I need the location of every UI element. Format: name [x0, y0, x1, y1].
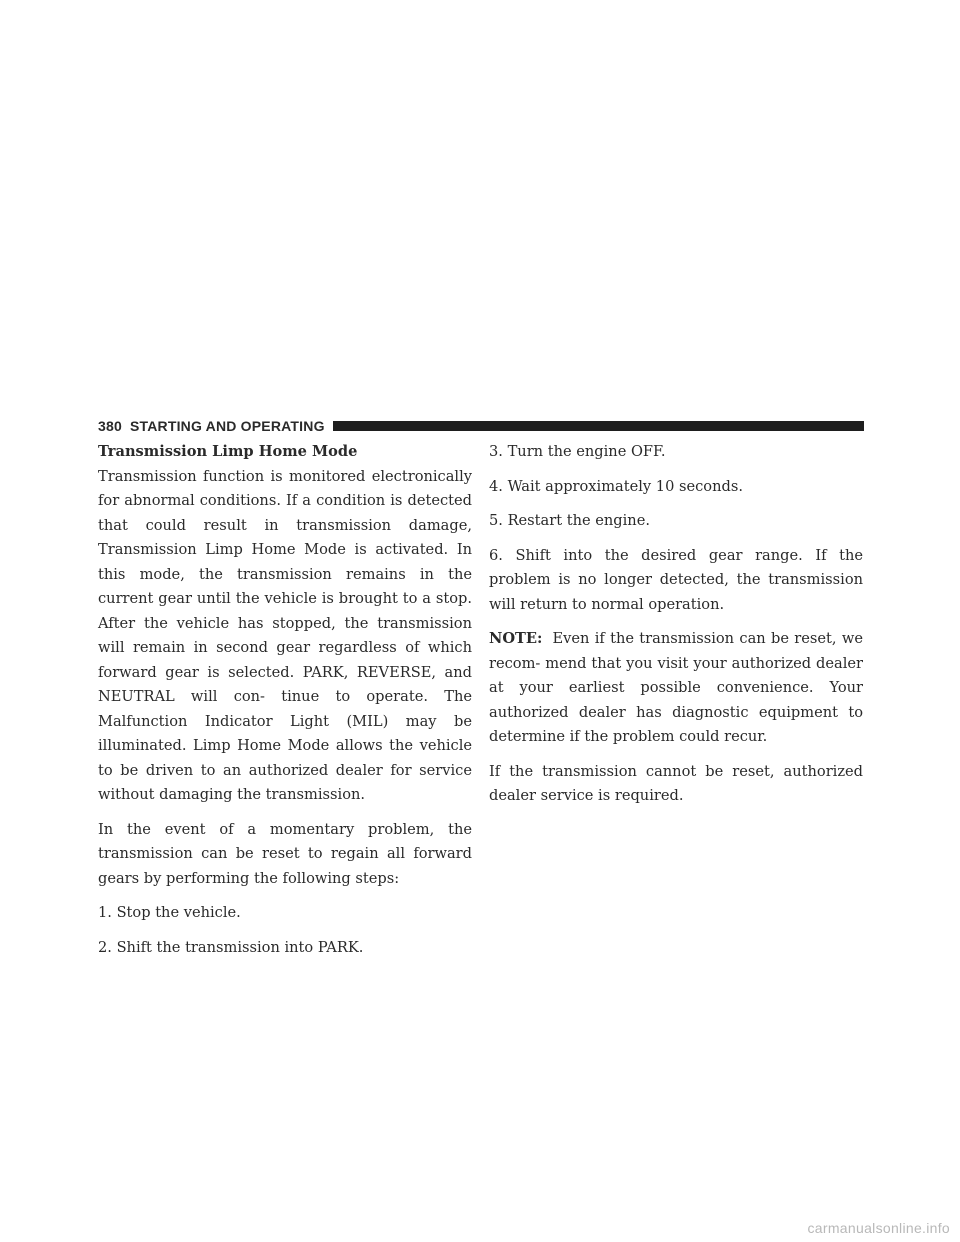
step-3: 3. Turn the engine OFF.	[489, 443, 666, 460]
section-title: STARTING AND OPERATING	[129, 418, 325, 434]
left-column	[98, 440, 472, 970]
step-1: 1. Stop the vehicle.	[98, 904, 241, 921]
note-label: NOTE:	[489, 630, 543, 647]
note-paragraph	[489, 627, 863, 750]
intro-paragraph: Transmission function is monitored electronically for abnormal conditions. If a condition is detected that could result in transmission damage, Transmission Limp Home Mode is activated. In this mode, the transmission remains in the current gear until the vehicle is brought to a stop. After the vehicle has stopped, the transmission will remain in second gear regardless of which forward gear is selected. PARK, REVERSE, and NEUTRAL will con- tinue to operate. The Malfunction Indicator Light (MIL) may be illuminated. Limp Home Mode allows the vehicle to be driven to an authorized dealer for service without damaging the transmission.	[98, 467, 472, 803]
page-header	[98, 416, 864, 436]
step-6: 6. Shift into the desired gear range. If the problem is no longer detected, the transmission will return to normal operation.	[489, 546, 863, 613]
note-text: Even if the transmission can be reset, we recom- mend that you visit your authorized dealer at your earliest possible convenience. Your authorized dealer has diagnostic equipment to determine if the problem could recur.	[489, 630, 863, 745]
page-number: 380	[98, 418, 122, 434]
step-2: 2. Shift the transmission into PARK.	[98, 938, 364, 956]
section-heading: Transmission Limp Home Mode	[98, 443, 358, 460]
step-4: 4. Wait approximately 10 seconds.	[489, 477, 743, 495]
header-rule	[333, 421, 864, 431]
closing-paragraph: If the transmission cannot be reset, authorized dealer service is required.	[489, 762, 863, 804]
reset-intro-paragraph: In the event of a momentary problem, the transmission can be reset to regain all forward gears by performing the following steps:	[98, 820, 472, 887]
right-column	[489, 440, 863, 819]
step-5: 5. Restart the engine.	[489, 512, 650, 529]
watermark: carmanualsonline.info	[807, 1220, 950, 1236]
